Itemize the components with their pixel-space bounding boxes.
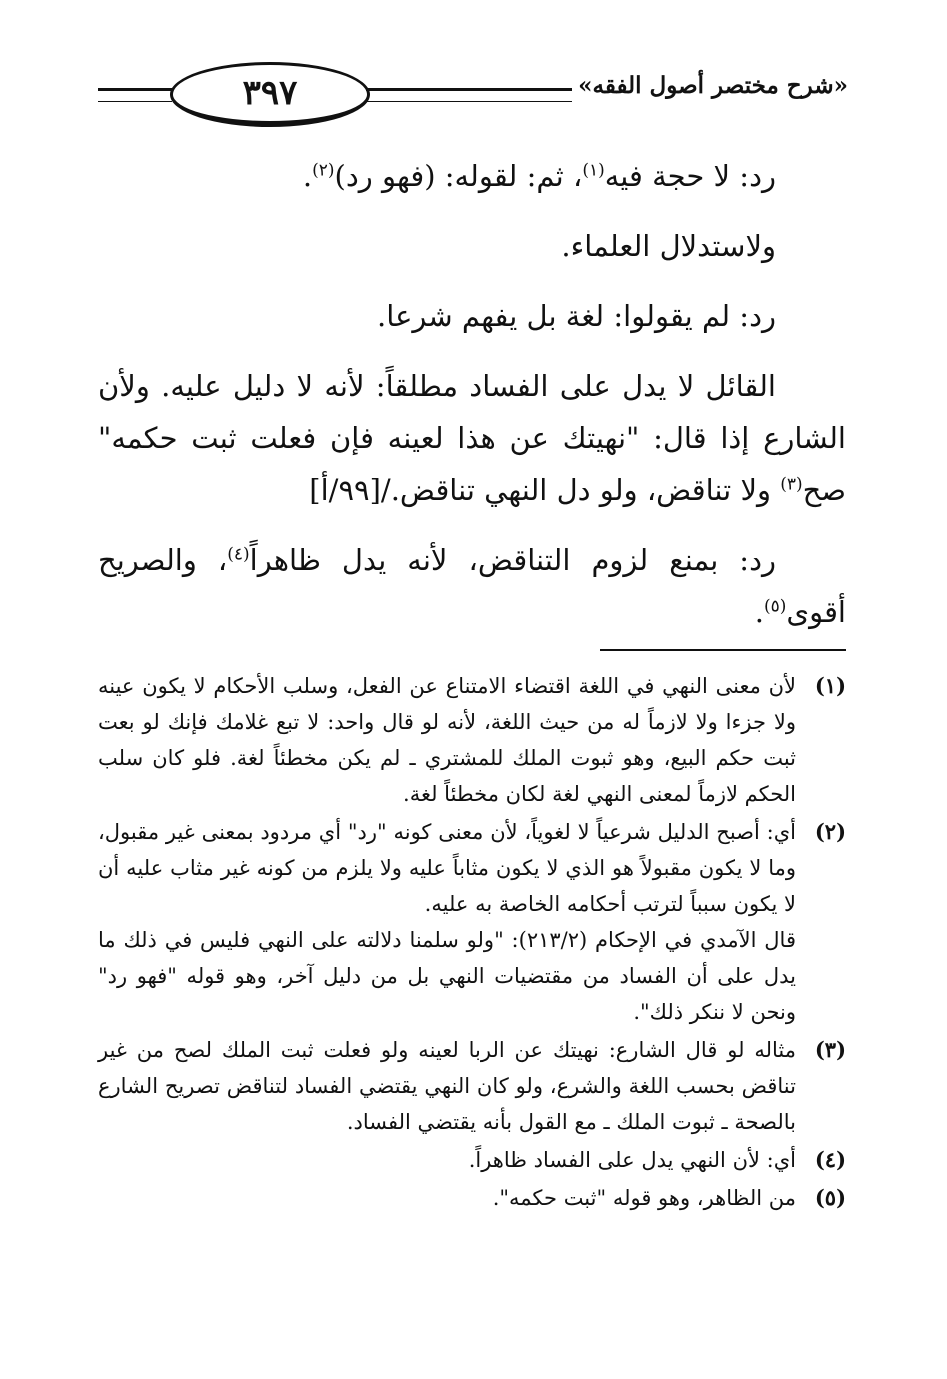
- paragraph-5-text: رد: بمنع لزوم التناقض، لأنه يدل ظاهراً: [249, 543, 776, 577]
- header-rule-left: [98, 88, 172, 102]
- footnote-ref-4: (٤): [227, 544, 250, 565]
- paragraph-1-text: رد: لا حجة فيه: [604, 159, 776, 193]
- paragraph-4: [98, 360, 846, 516]
- footnote-text: من الظاهر، وهو قوله "ثبت حكمه".: [492, 1186, 796, 1210]
- footnote-ref-1: (١): [582, 160, 605, 181]
- paragraph-1: [98, 150, 846, 202]
- page-number: ٣٩٧: [170, 62, 370, 127]
- paragraph-1-mid: ، ثم: لقوله: (فهو رد): [334, 159, 583, 193]
- paragraph-5: [98, 534, 846, 638]
- footnote-body: [98, 668, 796, 812]
- footnote-number: (٥): [814, 1185, 846, 1210]
- paragraph-2: [98, 220, 846, 272]
- footnote-text: لأن معنى النهي في اللغة اقتضاء الامتناع عن الفعل، وسلب الأحكام لا يكون عينه ولا جزءا ولا لازماً له من حيث اللغة، لأنه لو قال واحد: لا تبع غلامك فإنك لو بعت ثبت حكم البيع، وهو ثبوت الملك للمشتري ـ لم يكن مخطئاً لغة. فلو كان سلب الحكم لازماً لمعنى النهي لغة لكان مخطئاً لغة.: [98, 674, 796, 806]
- footnote-body: [98, 1032, 796, 1140]
- paragraph-4-text: القائل لا يدل على الفساد مطلقاً: لأنه لا دليل عليه. ولأن الشارع إذا قال: "نهيتك عن هذا لعينه فإن فعلت ثبت حكمه" صح: [98, 369, 846, 507]
- footnote-text: أي: لأن النهي يدل على الفساد ظاهراً.: [468, 1148, 796, 1172]
- paragraph-3: [98, 290, 846, 342]
- paragraph-3-text: رد: لم يقولوا: لغة بل يفهم شرعا.: [377, 299, 776, 333]
- paragraph-4-end: ولا تناقض، ولو دل النهي تناقض./[٩٩/أ]: [309, 473, 781, 507]
- footnote-3: [98, 1032, 846, 1140]
- footnote-separator: [600, 649, 846, 651]
- footnote-body: [98, 1180, 796, 1216]
- footnote-5: [98, 1180, 846, 1216]
- footnote-number: (٣): [814, 1037, 846, 1062]
- footnote-1: [98, 668, 846, 812]
- footnote-body: [98, 1142, 796, 1178]
- footnotes: [98, 668, 846, 1218]
- footnote-quote: قال الآمدي في الإحكام (٢١٣/٢): "ولو سلمنا دلالته على النهي فليس في ذلك ما يدل على أن الفساد من مقتضيات النهي بل من دليل آخر، وهو قوله "فهو رد" ونحن لا ننكر ذلك".: [98, 928, 796, 1024]
- footnote-number: (٢): [814, 819, 846, 844]
- footnote-ref-2: (٢): [312, 160, 335, 181]
- paragraph-1-end: .: [302, 159, 313, 193]
- paragraph-5-mid: ، والصريح أقوى: [98, 543, 846, 629]
- footnote-ref-5: (٥): [763, 596, 787, 617]
- footnote-ref-3: (٣): [780, 474, 803, 495]
- footnote-number: (٤): [814, 1147, 846, 1172]
- page-header: [98, 58, 848, 130]
- main-text: [98, 150, 846, 656]
- footnote-number: (١): [814, 673, 846, 698]
- footnote-4: [98, 1142, 846, 1178]
- header-rule-right: [366, 88, 572, 102]
- paragraph-5-end: .: [754, 595, 764, 629]
- footnote-text: أي: أصبح الدليل شرعياً لا لغوياً، لأن معنى كونه "رد" أي مردود بمعنى غير مقبول، وما لا يكون مقبولاً هو الذي لا يكون مثاباً عليه ولا يلزم من كونه غير مثاب عليه أن لا يكون سبباً لترتب أحكامه الخاصة به عليه.: [98, 820, 796, 916]
- footnote-2: [98, 814, 846, 1030]
- footnote-body: [98, 814, 796, 1030]
- footnote-text: مثاله لو قال الشارع: نهيتك عن الربا لعينه ولو فعلت ثبت الملك لصح من غير تناقض بحسب اللغة والشرع، ولو كان النهي يقتضي الفساد لتناقض تصريح الشارع بالصحة ـ ثبوت الملك ـ مع القول بأنه يقتضي الفساد.: [98, 1038, 796, 1134]
- running-title: «شرح مختصر أصول الفقه»: [578, 72, 848, 99]
- paragraph-2-text: ولاستدلال العلماء.: [561, 229, 776, 263]
